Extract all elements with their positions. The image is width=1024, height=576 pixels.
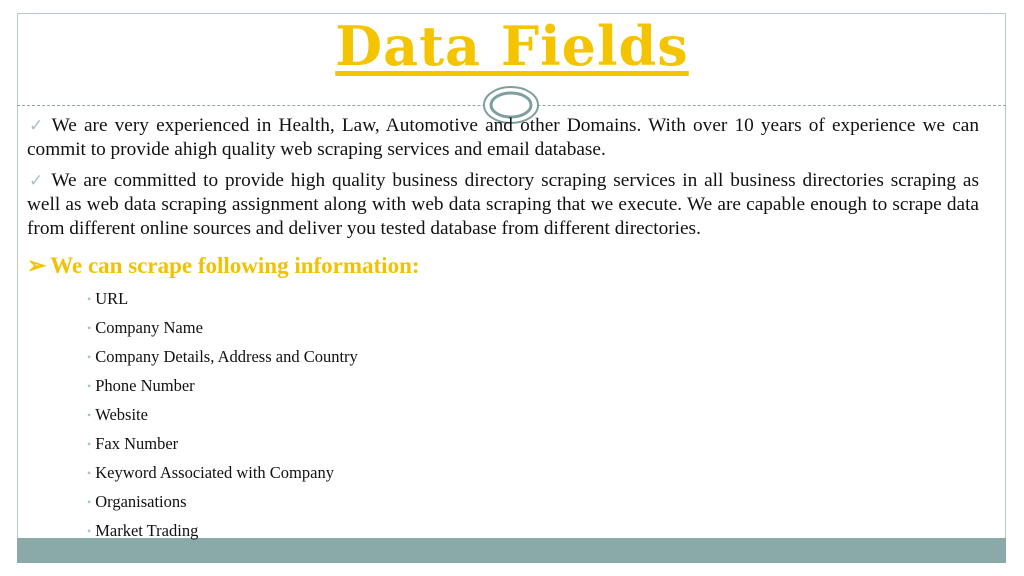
section-heading-text: We can scrape following information: [50,253,420,278]
list-item-text: Keyword Associated with Company [95,463,334,482]
dot-bullet-icon: • [87,524,92,538]
arrow-bullet-icon: ➢ [27,253,47,278]
list-item-text: Market Trading [95,521,199,540]
slide-content [27,114,979,545]
slide-title: Data Fields [335,14,689,78]
dot-bullet-icon: • [87,379,92,393]
list-item [87,400,979,429]
dot-bullet-icon: • [87,466,92,480]
list-item-text: URL [95,289,129,308]
dot-bullet-icon: • [87,495,92,509]
list-item [87,516,979,545]
list-item-text: Website [95,405,148,424]
list-item-text: Company Name [95,318,203,337]
section-heading [27,252,979,280]
list-item [87,429,979,458]
list-item [87,487,979,516]
dot-bullet-icon: • [87,292,92,306]
checkmark-icon: ✓ [29,171,46,190]
dot-bullet-icon: • [87,350,92,364]
paragraph [27,114,979,162]
list-item [87,342,979,371]
list-item [87,284,979,313]
paragraph-text: We are committed to provide high quality business directory scraping services in all business directories scraping as well as web data scraping assignment along with web data scraping that we execute. We are capable enough to scrape data from different online sources and deliver you tested database from different directories. [27,170,979,239]
checkmark-icon: ✓ [29,116,46,135]
dot-bullet-icon: • [87,408,92,422]
paragraph [27,169,979,241]
list-item [87,313,979,342]
dot-bullet-icon: • [87,321,92,335]
list-item-text: Fax Number [95,434,179,453]
list-item [87,458,979,487]
paragraph-text: We are very experienced in Health, Law, Automotive and other Domains. With over 10 years of experience we can commit to provide ahigh quality web scraping services and email database. [27,115,979,160]
dot-bullet-icon: • [87,437,92,451]
list-item [87,371,979,400]
list-item-text: Organisations [95,492,187,511]
list-item-text: Phone Number [95,376,195,395]
field-list [87,284,979,545]
list-item-text: Company Details, Address and Country [95,347,358,366]
